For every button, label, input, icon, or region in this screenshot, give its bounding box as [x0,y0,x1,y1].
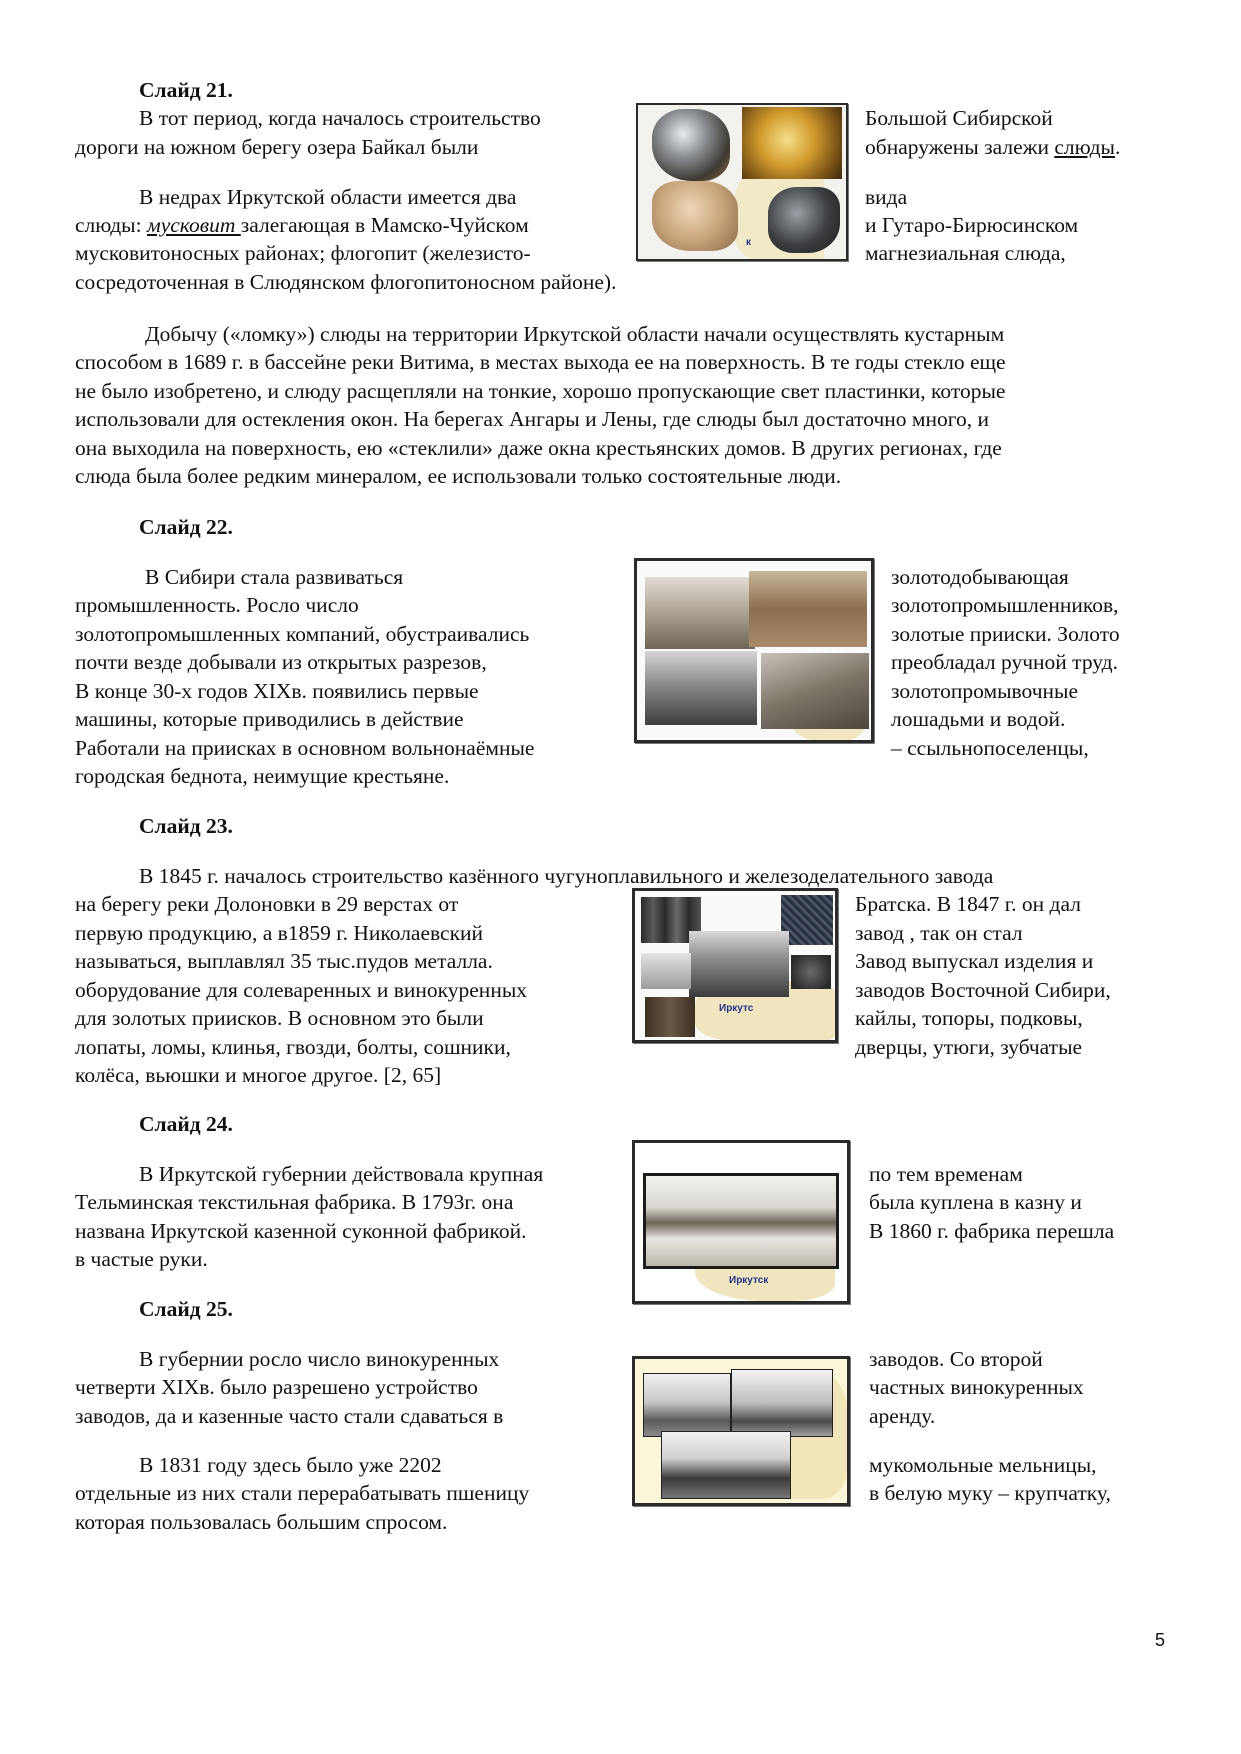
text-line: способом в 1689 г. в бассейне реки Витима, в местах выхода ее на поверхность. В те годы стекло еще [75,350,1006,374]
text-line: В Иркутской губернии действовала крупная [139,1162,544,1186]
text-line: почти везде добывали из открытых разрезов, [75,650,487,674]
text-line: лошадьми и водой. [891,707,1066,731]
text-line: магнезиальная слюда, [865,241,1066,265]
text-line: В конце 30-х годов XIXв. появились первые [75,679,479,703]
settlement-photo [641,953,691,989]
mica-photo-3 [652,181,738,251]
text-line: она выходила на поверхность, ею «стеклили» даже окна крестьянских домов. В других регионах, где [75,436,1002,460]
text-line: в белую муку – крупчатку, [869,1481,1111,1505]
text-line: слюда была более редким минералом, ее использовали только состоятельные люди. [75,464,842,488]
text-line: золотопромышленных компаний, обустраивались [75,622,530,646]
mica-photo-4 [768,187,840,253]
slide-21-mica-image [636,103,848,261]
mica-photo-2 [742,107,842,179]
text-line: мусковитоносных районах; флогопит (железисто- [75,241,531,265]
slide-22-gold-mining-image [634,558,874,743]
text-line: обнаружены залежи слюды. [865,135,1121,159]
text-line: В 1845 г. началось строительство казённого чугуноплавильного и железоделательного завода [139,864,994,888]
slide-21-heading: Слайд 21. [139,78,233,102]
mill-photo [661,1431,791,1499]
text-line: слюды: мусковит залегающая в Мамско-Чуйском [75,213,529,237]
distillery-photo-2 [731,1369,833,1437]
mica-photo-1 [652,109,730,181]
text-line: на берегу реки Долоновки в 29 верстах от [75,892,459,916]
text-line: В Сибири стала развиваться [145,565,404,589]
text-line: которая пользовалась большим спросом. [75,1510,448,1534]
text-line: заводов Восточной Сибири, [855,978,1111,1002]
slide-23-heading: Слайд 23. [139,814,233,838]
mica-link[interactable]: слюды [1054,135,1115,159]
text-line: названа Иркутской казенной суконной фабрикой. [75,1219,527,1243]
text-line: В 1860 г. фабрика перешла [869,1219,1115,1243]
slide-25-heading: Слайд 25. [139,1297,233,1321]
text-line: вида [865,185,908,209]
text-line: дверцы, утюги, зубчатые [855,1035,1083,1059]
slide-23-ironworks-image [632,888,838,1043]
text-line: В 1831 году здесь было уже 2202 [139,1453,442,1477]
text-line: машины, которые приводились в действие [75,707,464,731]
text-line: золотопромышленников, [891,593,1119,617]
text-line: Добычу («ломку») слюды на территории Иркутской области начали осуществлять кустарным [145,322,1005,346]
mining-photo-3 [645,651,757,725]
text-line: Работали на приисках в основном вольнонаёмные [75,736,535,760]
text-line: не было изобретено, и слюду расщепляли на тонкие, хорошо пропускающие свет пластинки, которые [75,379,1006,403]
distillery-photo-1 [643,1373,731,1437]
text-line: Братска. В 1847 г. он дал [855,892,1081,916]
slide-24-textile-factory-image [632,1140,850,1304]
text-line: оборудование для солеваренных и винокуренных [75,978,528,1002]
text-line: колёса, вьюшки и многое другое. [2, 65] [75,1063,442,1087]
text-line: золотодобывающая [891,565,1069,589]
text-line: Тельминская текстильная фабрика. В 1793г. она [75,1190,514,1214]
map-label: Иркутс [719,1003,754,1014]
text-line: по тем временам [869,1162,1023,1186]
text-line: заводов, да и казенные часто стали сдаваться в [75,1404,504,1428]
text-line: Завод выпускал изделия и [855,949,1094,973]
mining-photo-2 [749,571,867,647]
text-line: была куплена в казну и [869,1190,1082,1214]
text-line: лопаты, ломы, клинья, гвозди, болты, сошники, [75,1035,511,1059]
text-line: золотые прииски. Золото [891,622,1120,646]
map-label: Иркутск [729,1275,769,1286]
text-line: золотопромывочные [891,679,1079,703]
text-line: кайлы, топоры, подковы, [855,1006,1083,1030]
street-photo [643,1173,839,1269]
slide-24-heading: Слайд 24. [139,1112,233,1136]
text-line: В губернии росло число винокуренных [139,1347,500,1371]
text-line: частных винокуренных [869,1375,1084,1399]
factory-building-photo [689,931,789,997]
text-line: и Гутаро-Бирюсинском [865,213,1079,237]
text-line: завод , так он стал [855,921,1023,945]
text-line: для золотых приисков. В основном это были [75,1006,484,1030]
text-line: отдельные из них стали перерабатывать пшеницу [75,1481,530,1505]
map-label: к [746,237,752,248]
text-line: использовали для остекления окон. На берегах Ангары и Лены, где слюды был достаточно много, и [75,407,990,431]
text-line: В недрах Иркутской области имеется два [139,185,517,209]
slide-22-heading: Слайд 22. [139,515,233,539]
text-line: четверти XIXв. было разрешено устройство [75,1375,478,1399]
text-line: первую продукцию, а в1859 г. Николаевский [75,921,484,945]
text-line: в частые руки. [75,1247,208,1271]
slide-25-distillery-image [632,1356,850,1506]
text-line: промышленность. Росло число [75,593,359,617]
mining-photo-4 [761,653,869,729]
text-line: Большой Сибирской [865,106,1053,130]
cast-pipes-photo [645,997,695,1037]
text-line: городская беднота, неимущие крестьяне. [75,764,450,788]
text-line: заводов. Со второй [869,1347,1043,1371]
text-line: дороги на южном берегу озера Байкал были [75,135,479,159]
page-number: 5 [1155,1630,1166,1650]
text-line: преобладал ручной труд. [891,650,1118,674]
text-line: называться, выплавлял 35 тыс.пудов металла. [75,949,493,973]
mining-photo-1 [645,577,755,649]
text-line: сосредоточенная в Слюдянском флогопитоносном районе). [75,270,617,294]
text-line: В тот период, когда началось строительство [139,106,541,130]
text-line: – ссыльнопоселенцы, [891,736,1089,760]
text-line: аренду. [869,1404,936,1428]
muscovite-link[interactable]: мусковит [146,213,241,237]
iron-pot-photo [791,955,831,989]
text-line: мукомольные мельницы, [869,1453,1097,1477]
